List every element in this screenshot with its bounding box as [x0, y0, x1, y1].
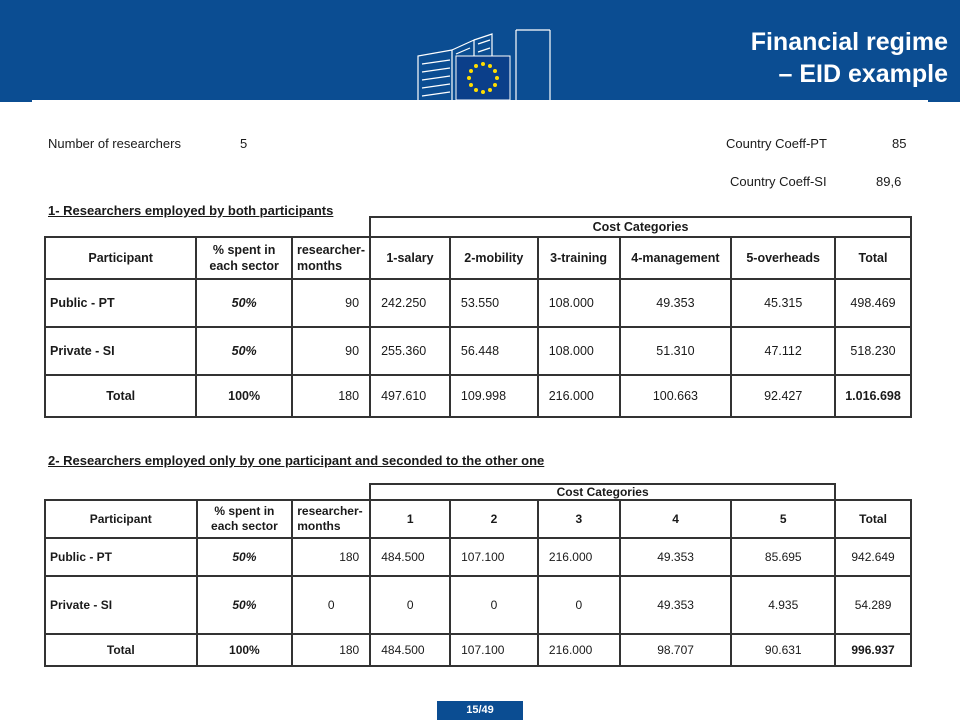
table-row: [45, 327, 911, 375]
row-overheads: 47.112: [731, 327, 835, 375]
cost-categories-header: [370, 484, 835, 500]
row-total: 54.289: [835, 576, 911, 634]
row-participant: Public - PT: [45, 279, 196, 327]
row-participant: Public - PT: [45, 538, 197, 576]
row-overheads: 45.315: [731, 279, 835, 327]
table-total-row: [45, 634, 911, 666]
row-cat-3: 0: [538, 576, 620, 634]
slide-title-line-1: Financial regime: [750, 28, 948, 56]
header-management: 4-management: [620, 237, 732, 279]
row-pct: 50%: [196, 327, 292, 375]
row-mobility: 53.550: [450, 279, 538, 327]
row-training: 216.000: [538, 375, 620, 417]
slide-title-line-2: – EID example: [778, 60, 948, 88]
row-salary: 255.360: [370, 327, 450, 375]
header-cat-4: 4: [620, 500, 732, 538]
table-total-row: [45, 375, 911, 417]
header-participant: Participant: [45, 500, 197, 538]
row-training: 108.000: [538, 279, 620, 327]
row-mobility: 56.448: [450, 327, 538, 375]
header-participant: Participant: [45, 237, 196, 279]
row-cat-5: 4.935: [731, 576, 835, 634]
header-overheads: 5-overheads: [731, 237, 835, 279]
row-cat-2: 107.100: [450, 538, 538, 576]
header-researcher-months: researcher-months: [292, 237, 370, 279]
row-overheads: 92.427: [731, 375, 835, 417]
row-management: 49.353: [620, 279, 732, 327]
european-commission-logo: [412, 20, 552, 104]
row-cat-4: 98.707: [620, 634, 732, 666]
header-salary: 1-salary: [370, 237, 450, 279]
row-salary: 242.250: [370, 279, 450, 327]
row-management: 100.663: [620, 375, 732, 417]
cost-categories-label: Cost Categories: [592, 220, 689, 234]
table-row: [45, 279, 911, 327]
row-participant: Private - SI: [45, 327, 196, 375]
row-salary: 497.610: [370, 375, 450, 417]
row-total: 518.230: [835, 327, 911, 375]
coeff-pt-value: 85: [892, 136, 907, 151]
spacer-cell: [835, 484, 911, 500]
row-cat-2: 107.100: [450, 634, 538, 666]
row-management: 51.310: [620, 327, 732, 375]
header-pct-spent: % spent in each sector: [197, 500, 293, 538]
header-researcher-months: researcher-months: [292, 500, 370, 538]
row-total: 498.469: [835, 279, 911, 327]
header-cat-5: 5: [731, 500, 835, 538]
header-cat-2: 2: [450, 500, 538, 538]
slide-title: [751, 26, 948, 90]
header-pct-spent: % spent in each sector: [196, 237, 292, 279]
coeff-pt-label: Country Coeff-PT: [726, 136, 827, 151]
row-months: 90: [292, 327, 370, 375]
researchers-value: 5: [240, 136, 248, 151]
row-months: 90: [292, 279, 370, 327]
spacer-cell: [45, 217, 370, 237]
header-mobility: 2-mobility: [450, 237, 538, 279]
table-header-row: [45, 237, 911, 279]
row-cat-3: 216.000: [538, 538, 620, 576]
header-training: 3-training: [538, 237, 620, 279]
row-cat-5: 90.631: [731, 634, 835, 666]
row-participant: Total: [45, 634, 197, 666]
row-months: 180: [292, 375, 370, 417]
row-training: 108.000: [538, 327, 620, 375]
row-cat-1: 484.500: [370, 634, 450, 666]
coeff-si-label: Country Coeff-SI: [730, 174, 827, 189]
row-months: 180: [292, 538, 370, 576]
header-cat-3: 3: [538, 500, 620, 538]
header-total: Total: [835, 237, 911, 279]
row-cat-1: 0: [370, 576, 450, 634]
row-pct: 50%: [196, 279, 292, 327]
row-total: 996.937: [835, 634, 911, 666]
row-cat-3: 216.000: [538, 634, 620, 666]
researchers-label: Number of researchers: [48, 136, 181, 151]
row-cat-4: 49.353: [620, 538, 732, 576]
row-cat-5: 85.695: [731, 538, 835, 576]
header-cat-1: 1: [370, 500, 450, 538]
row-mobility: 109.998: [450, 375, 538, 417]
header-total: Total: [835, 500, 911, 538]
row-cat-1: 484.500: [370, 538, 450, 576]
row-total: 1.016.698: [835, 375, 911, 417]
section1-table: [44, 216, 912, 418]
table-row: [45, 576, 911, 634]
row-participant: Total: [45, 375, 196, 417]
row-participant: Private - SI: [45, 576, 197, 634]
coeff-si-value: 89,6: [876, 174, 902, 189]
row-months: 0: [292, 576, 370, 634]
spacer-cell: [45, 484, 370, 500]
row-pct: 100%: [196, 375, 292, 417]
row-pct: 50%: [197, 576, 293, 634]
row-cat-2: 0: [450, 576, 538, 634]
cost-categories-header: [370, 217, 911, 237]
row-months: 180: [292, 634, 370, 666]
section2-table: [44, 483, 912, 667]
row-pct: 50%: [197, 538, 293, 576]
row-pct: 100%: [197, 634, 293, 666]
section1-title: 1- Researchers employed by both participants: [48, 203, 334, 218]
table-row: [45, 538, 911, 576]
page-number-badge: 15/49: [437, 701, 523, 720]
cost-categories-label: Cost Categories: [556, 485, 649, 499]
row-total: 942.649: [835, 538, 911, 576]
table-header-row: [45, 500, 911, 538]
section2-title: 2- Researchers employed only by one participant and seconded to the other one: [48, 453, 545, 468]
row-cat-4: 49.353: [620, 576, 732, 634]
